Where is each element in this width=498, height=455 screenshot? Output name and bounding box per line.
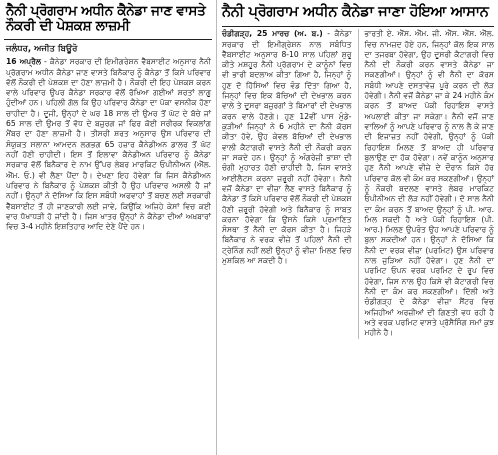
left-byline: ਜਲੰਧਰ, ਅਜੀਤ ਬਿਊਰੋ — [6, 44, 78, 55]
right-rule — [222, 26, 494, 27]
right-headline: ਨੈਨੀ ਪ੍ਰੋਗਰਾਮ ਅਧੀਨ ਕੈਨੇਡਾ ਜਾਣਾ ਹੋਇਆ ਆਸਾਨ — [222, 4, 489, 20]
left-body — [0, 57, 216, 232]
right-column-2: ਭਾਰਤੀ ਏ. ਐੱਸ. ਐੱਮ. ਜੀ. ਐੱਸ. ਐੱਸ. ਐੱਲ. ਵਿਚ ਨਾਮਜ਼ਦ ਹੋਏ ਹਨ, ਜਿਨ੍ਹਾਂ ਕੋਲ ਇਕ ਸਾਲ ਦਾ ਤਜਰਬਾ ਹੋਵੇਗਾ, ਉਹ ਦੂਸਰੀ ਕੈਟਾਗਰੀ ਵਿਚ ਨੈਨੀ ਦੀ ਨੌਕਰੀ ਕਰਨ ਵਾਸਤੇ ਕੈਨੇਡਾ ਜਾ ਸਕਣਗੀਆਂ। ਉਨ੍ਹਾਂ ਨੂੰ ਵੀ ਨੈਨੀ ਦਾ ਕੋਰਸ ਸਬੰਧੀ ਆਪਣੇ ਦਸਤਾਵੇਜ਼ ਪੂਰੇ ਕਰਨ ਦੀ ਲੋੜ ਹੋਵੇਗੀ। ਨੈਨੀ ਵਜੋਂ ਕੈਨੇਡਾ ਜਾ ਕੇ 24 ਮਹੀਨੇ ਕੰਮ ਕਰਨ ਤੋਂ ਬਾਅਦ ਪੱਕੀ ਰਿਹਾਇਸ਼ ਵਾਸਤੇ ਅਪਲਾਈ ਕੀਤਾ ਜਾ ਸਕੇਗਾ। ਨੈਨੀ ਵਜੋਂ ਜਾਣ ਵਾਲਿਆਂ ਨੂੰ ਆਪਣੇ ਪਰਿਵਾਰ ਨੂੰ ਨਾਲ ਲੈ ਕੇ ਜਾਣ ਦੀ ਇਜਾਜ਼ਤ ਨਹੀਂ ਹੋਵੇਗੀ, ਉਨ੍ਹਾਂ ਨੂੰ ਪੱਕੀ ਰਿਹਾਇਸ਼ ਮਿਲਣ ਤੋਂ ਬਾਅਦ ਹੀ ਪਰਿਵਾਰ ਬੁਲਾਉਣ ਦਾ ਹੱਕ ਹੋਵੇਗਾ। ਨਵੇਂ ਕਾਨੂੰਨ ਅਨੁਸਾਰ ਹੁਣ ਨੈਨੀ ਆਪਣੇ ਵੀਜ਼ੇ ਦੇ ਦੌਰਾਨ ਕਿਸੇ ਹੋਰ ਪਰਿਵਾਰ ਕੋਲ ਵੀ ਕੰਮ ਕਰ ਸਕਣਗੀਆਂ। ਉਨ੍ਹਾਂ ਨੂੰ ਨੌਕਰੀ ਬਦਲਣ ਵਾਸਤੇ ਲੇਬਰ ਮਾਰਕਿਟ ਓਪੀਨੀਅਨ ਦੀ ਲੋੜ ਨਹੀਂ ਹੋਵੇਗੀ। ਦੋ ਸਾਲ ਨੈਨੀ ਦਾ ਕੰਮ ਕਰਨ ਤੋਂ ਬਾਅਦ ਉਨ੍ਹਾਂ ਨੂੰ ਪੀ. ਆਰ. ਮਿਲ ਸਕਦੀ ਹੈ ਅਤੇ ਪੱਕੀ ਰਿਹਾਇਸ਼ (ਪੀ. ਆਰ.) ਮਿਲਣ ਉਪਰੰਤ ਉਹ ਆਪਣੇ ਪਰਿਵਾਰ ਨੂੰ ਬੁਲਾ ਸਕਦੀਆਂ ਹਨ। ਉਨ੍ਹਾਂ ਨੇ ਦੱਸਿਆ ਕਿ ਨੈਨੀ ਦਾ ਵਰਕ ਵੀਜ਼ਾ (ਪਰਮਿਟ) ਉਸ ਪਰਿਵਾਰ ਨਾਲ ਜੁੜਿਆ ਨਹੀਂ ਹੋਵੇਗਾ। ਹੁਣ ਨੈਨੀ ਦਾ ਪਰਮਿਟ ਓਪਨ ਵਰਕ ਪਰਮਿਟ ਦੇ ਰੂਪ ਵਿਚ ਹੋਵੇਗਾ, ਜਿਸ ਨਾਲ ਉਹ ਕਿਸੇ ਵੀ ਕੈਟਾਗਰੀ ਵਿਚ ਨੈਨੀ ਦਾ ਕੰਮ ਕਰ ਸਕਣਗੀਆਂ। ਦਿੱਲੀ ਅਤੇ ਚੰਡੀਗੜ੍ਹ ਦੇ ਕੈਨੇਡਾ ਵੀਜ਼ਾ ਸੈਂਟਰ ਵਿਚ ਅਜਿਹੀਆਂ ਅਰਜ਼ੀਆਂ ਦੀ ਗਿਣਤੀ ਵਧ ਰਹੀ ਹੈ ਅਤੇ ਵਰਕ ਪਰਮਿਟ ਵਾਸਤੇ ਪ੍ਰੋਸੈਸਿੰਗ ਸਮਾਂ ਕੁਝ ਮਹੀਨੇ ਹੈ। — [364, 29, 494, 338]
left-rule — [4, 39, 212, 40]
left-dateline: 16 ਅਪ੍ਰੈਲ — [6, 57, 42, 67]
column-divider — [358, 29, 359, 338]
right-dateline: ਚੰਡੀਗੜ੍ਹ, 25 ਮਾਰਚ (ਅ. ਬ.) — [222, 29, 323, 39]
right-column-1 — [222, 29, 352, 338]
left-headline: ਨੈਨੀ ਪ੍ਰੋਗਰਾਮ ਅਧੀਨ ਕੈਨੇਡਾ ਜਾਣ ਵਾਸਤੇ ਨੌਕਰੀ ਦੀ ਪੇਸ਼ਕਸ਼ ਲਾਜ਼ਮੀ — [6, 3, 206, 35]
left-clipping — [0, 0, 217, 455]
left-body-text: - ਕੈਨੇਡਾ ਸਰਕਾਰ ਦੀ ਇਮੀਗਰੇਸ਼ਨ ਵੈੱਬਸਾਈਟ ਅਨੁਸਾਰ ਨੈਨੀ ਪ੍ਰੋਗਰਾਮ ਅਧੀਨ ਕੈਨੇਡਾ ਜਾਣ ਵਾਸਤੇ ਬਿਨੈਕਾਰ ਨੂੰ ਕੈਨੇਡਾ ਤੋਂ ਕਿਸੇ ਪਰਿਵਾਰ ਵੱਲੋਂ ਨੌਕਰੀ ਦੀ ਪੇਸ਼ਕਸ਼ ਦਾ ਹੋਣਾ ਲਾਜ਼ਮੀ ਹੈ। ਨੌਕਰੀ ਦੀ ਇਹ ਪੇਸ਼ਕਸ਼ ਕਰਨ ਵਾਲੇ ਪਰਿਵਾਰ ਉਪਰ ਕੈਨੇਡਾ ਸਰਕਾਰ ਵੱਲੋਂ ਰੱਖਿਆ ਗਈਆਂ ਸ਼ਰਤਾਂ ਲਾਗੂ ਹੁੰਦੀਆਂ ਹਨ। ਪਹਿਲੀ ਗੱਲ ਕਿ ਉਹ ਪਰਿਵਾਰ ਕੈਨੇਡਾ ਦਾ ਪੱਕਾ ਵਸਨੀਕ ਹੋਣਾ ਚਾਹੀਦਾ ਹੈ। ਦੂਜੀ, ਉਨ੍ਹਾਂ ਦੇ ਘਰ 18 ਸਾਲ ਦੀ ਉਮਰ ਤੋਂ ਘੱਟ ਦੇ ਬੱਚੇ ਜਾਂ 65 ਸਾਲ ਦੀ ਉਮਰ ਤੋਂ ਵੱਧ ਦੇ ਬਜ਼ੁਰਗ ਜਾਂ ਫਿਰ ਕੋਈ ਸਰੀਰਕ ਵਿਕਲਾਂਗ ਮੈਂਬਰ ਦਾ ਹੋਣਾ ਲਾਜ਼ਮੀ ਹੈ। ਤੀਸਰੀ ਸ਼ਰਤ ਅਨੁਸਾਰ ਉਸ ਪਰਿਵਾਰ ਦੀ ਸੰਯੁਕਤ ਸਲਾਨਾ ਆਮਦਨ ਲਗਭਗ 65 ਹਜ਼ਾਰ ਕੈਨੇਡੀਅਨ ਡਾਲਰ ਤੋਂ ਘੱਟ ਨਹੀਂ ਹੋਣੀ ਚਾਹੀਦੀ। ਇਸ ਤੋਂ ਇਲਾਵਾ ਕੈਨੇਡੀਅਨ ਪਰਿਵਾਰ ਨੂੰ ਕੈਨੇਡਾ ਸਰਕਾਰ ਵੱਲੋਂ ਬਿਨੈਕਾਰ ਦੇ ਨਾਮ ਉੱਪਰ ਲੇਬਰ ਮਾਰਕਿਟ ਓਪੀਨੀਅਨ (ਐੱਲ. ਐੱਮ. ਓ.) ਵੀ ਲੈਣਾ ਪੈਂਦਾ ਹੈ। ਦੇਖਣਾ ਇਹ ਹੋਵੇਗਾ ਕਿ ਜਿਸ ਕੈਨੇਡੀਅਨ ਪਰਿਵਾਰ ਨੇ ਬਿਨੈਕਾਰ ਨੂੰ ਪੇਸ਼ਕਸ਼ ਕੀਤੀ ਹੈ ਉਹ ਪਰਿਵਾਰ ਅਸਲੀ ਹੈ ਜਾਂ ਨਹੀਂ। ਉਨ੍ਹਾਂ ਨੇ ਦੱਸਿਆ ਕਿ ਇਸ ਸਬੰਧੀ ਅਫਵਾਹਾਂ ਤੋਂ ਬਚਣ ਲਈ ਸਰਕਾਰੀ ਵੈੱਬਸਾਈਟ ਤੋਂ ਹੀ ਜਾਣਕਾਰੀ ਲਈ ਜਾਵੇ, ਕਿਉਂਕਿ ਅਜਿਹੇ ਕੇਸਾਂ ਵਿਚ ਕਈ ਵਾਰ ਧੋਖਾਧੜੀ ਹੋ ਜਾਂਦੀ ਹੈ। ਜਿਸ ਖਾਤਰ ਉਨ੍ਹਾਂ ਨੇ ਕੈਨੇਡਾ ਦੀਆਂ ਅਖ਼ਬਾਰਾਂ ਵਿਚ 3-4 ਮਹੀਨੇ ਇਸ਼ਤਿਹਾਰ ਆਦਿ ਦੇਣੇ ਪੈਂਦੇ ਹਨ। — [6, 57, 212, 232]
right-clipping — [218, 0, 498, 455]
right-columns — [218, 29, 498, 338]
right-column-1-text: - ਕੈਨੇਡਾ ਸਰਕਾਰ ਦੀ ਇਮੀਗ੍ਰੇਸ਼ਨ ਨਾਲ ਸਬੰਧਿਤ ਵੈੱਬਸਾਈਟ ਅਨੁਸਾਰ 8-10 ਸਾਲ ਪਹਿਲਾਂ ਸ਼ੁਰੂ ਕੀਤੇ ਮਸ਼ਹੂਰ ਨੈਨੀ ਪ੍ਰੋਗਰਾਮ ਦੇ ਕਾਨੂੰਨਾਂ ਵਿਚ ਵੀ ਭਾਰੀ ਬਦਲਾਅ ਕੀਤਾ ਗਿਆ ਹੈ, ਜਿਨ੍ਹਾਂ ਨੂੰ ਹੁਣ ਦੋ ਹਿੱਸਿਆਂ ਵਿਚ ਵੰਡ ਦਿੱਤਾ ਗਿਆ ਹੈ, ਜਿਨ੍ਹਾਂ ਵਿਚ ਇਕ ਬੱਚਿਆਂ ਦੀ ਦੇਖਭਾਲ ਕਰਨ ਵਾਲੇ ਤੇ ਦੂਸਰਾ ਬਜ਼ੁਰਗਾਂ ਤੇ ਬਿਮਾਰਾਂ ਦੀ ਦੇਖਭਾਲ ਕਰਨ ਵਾਲੇ ਹੋਣਗੇ। ਹੁਣ 12ਵੀਂ ਪਾਸ ਮੁੰਡੇ-ਕੁੜੀਆਂ ਜਿਨ੍ਹਾਂ ਨੇ 6 ਮਹੀਨੇ ਦਾ ਨੈਨੀ ਕੋਰਸ ਕੀਤਾ ਹੋਵੇ, ਉਹ ਕੇਵਲ ਬੱਚਿਆਂ ਦੀ ਦੇਖਭਾਲ ਵਾਲੀ ਕੈਟਾਗਰੀ ਵਾਸਤੇ ਨੈਨੀ ਦੀ ਨੌਕਰੀ ਕਰਨ ਜਾ ਸਕਦੇ ਹਨ। ਉਨ੍ਹਾਂ ਨੂੰ ਅੰਗਰੇਜ਼ੀ ਭਾਸ਼ਾ ਦੀ ਚੰਗੀ ਮੁਹਾਰਤ ਹੋਣੀ ਚਾਹੀਦੀ ਹੈ, ਜਿਸ ਵਾਸਤੇ ਆਈਲੈਟਸ ਕਰਨਾ ਜ਼ਰੂਰੀ ਨਹੀਂ ਹੋਵੇਗਾ। ਨੈਨੀ ਵਜੋਂ ਕੈਨੇਡਾ ਦਾ ਵੀਜ਼ਾ ਲੈਣ ਵਾਸਤੇ ਬਿਨੈਕਾਰ ਨੂੰ ਕੈਨੇਡਾ ਤੋਂ ਕਿਸੇ ਪਰਿਵਾਰ ਵੱਲੋਂ ਨੌਕਰੀ ਦੀ ਪੇਸ਼ਕਸ਼ ਹੋਣੀ ਜ਼ਰੂਰੀ ਹੋਵੇਗੀ ਅਤੇ ਬਿਨੈਕਾਰ ਨੂੰ ਸਾਬਤ ਕਰਨਾ ਹੋਵੇਗਾ ਕਿ ਉਸਨੇ ਕਿਸੇ ਪ੍ਰਮਾਣਿਤ ਸੰਸਥਾ ਤੋਂ ਨੈਨੀ ਦਾ ਕੋਰਸ ਕੀਤਾ ਹੈ। ਜਿਹੜੇ ਬਿਨੈਕਾਰ ਨੇ ਵਰਕ ਵੀਜ਼ੇ ਤੋਂ ਪਹਿਲਾਂ ਨੈਨੀ ਦੀ ਟ੍ਰੇਨਿੰਗ ਨਹੀਂ ਲਈ ਉਨ੍ਹਾਂ ਨੂੰ ਵੀਜ਼ਾ ਮਿਲਣ ਵਿਚ ਮੁਸ਼ਕਿਲ ਆ ਸਕਦੀ ਹੈ। — [222, 29, 352, 266]
